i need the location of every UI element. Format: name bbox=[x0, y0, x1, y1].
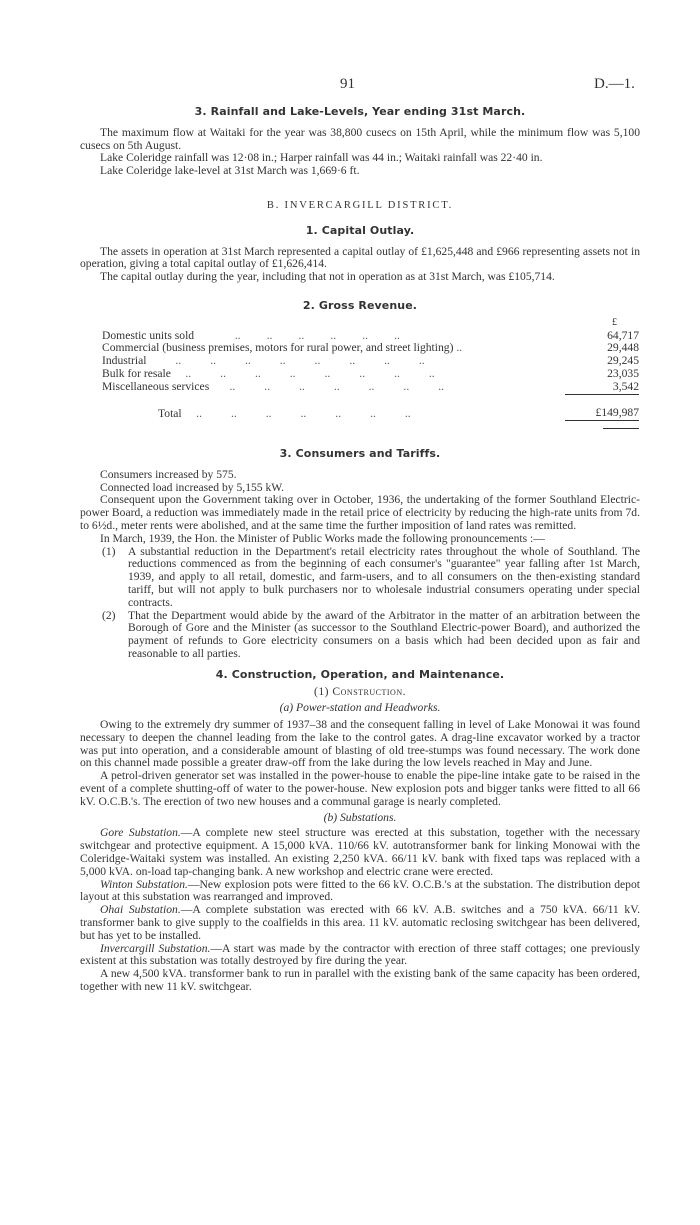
capital-outlay-heading: 1. Capital Outlay. bbox=[305, 223, 415, 237]
table-row: Miscellaneous services .. .. .. .. .. .. .. 3,542 bbox=[102, 379, 639, 393]
table-row: Bulk for resale .. .. .. .. .. .. .. .. 23,035 bbox=[102, 366, 639, 380]
revenue-label: Commercial (business premises, motors for rural power, and street lighting) bbox=[102, 342, 454, 355]
rainfall-heading: 3. Rainfall and Lake-Levels, Year ending 31st March. bbox=[194, 105, 526, 118]
table-row: Industrial .. .. .. .. .. .. .. .. 29,245 bbox=[102, 354, 639, 368]
gore-substation-text: —A complete new steel structure was erected at this substation, together with the necessary switchgear and protective equipment. A 15,000 kVA. 110/66 kV. autotransformer bank for linking Monowai with the Coleridge-Waitaki system was installed. An existing 2,250 kVA. 66/11 kV. bank with fixed taps was replaced with a 5,000 kVA. on-load tap-changing bank. A new workshop and electric crane were erected. bbox=[80, 826, 640, 878]
revenue-value: 64,717 bbox=[607, 328, 639, 342]
lake-level-paragraph: Lake Coleridge lake-level at 31st March was 1,669·6 ft. bbox=[100, 164, 360, 178]
revenue-value: 23,035 bbox=[607, 366, 639, 380]
gross-revenue-heading: 2. Gross Revenue. bbox=[302, 298, 418, 312]
transformer-bank-paragraph: A new 4,500 kVA. transformer bank to run in parallel with the existing bank of the same capacity has been ordered, together with new 11 kV. switchgear. bbox=[80, 967, 640, 994]
government-takeover-paragraph: Consequent upon the Government taking over in October, 1936, the undertaking of the former Southland Electric-power Board, a reduction was immediately made in the retail price of electricity by reducing the high-rate units from 7d. to 6½d., meter rents were abolished, and at the same time the further imposition of land rates was remitted. bbox=[80, 493, 640, 532]
substations-subheading: (b) Substations. bbox=[323, 810, 397, 824]
table-row: Commercial (business premises, motors for rural power, and street lighting) .. 29,448 bbox=[102, 341, 639, 355]
revenue-total-label: Total bbox=[158, 407, 182, 420]
page-number: 91 bbox=[340, 76, 355, 92]
invercargill-substation-text: —A start was made by the contractor with erection of three staff cottages; one previously existent at this substation was totally destroyed by fire during the year. bbox=[80, 941, 640, 968]
table-row: Domestic units sold .. .. .. .. .. .. 64,717 bbox=[102, 328, 639, 342]
winton-substation-paragraph bbox=[80, 879, 640, 905]
minister-pronouncement-paragraph: In March, 1939, the Hon. the Minister of Public Works made the following pronouncements :— bbox=[100, 531, 545, 545]
rainfall-amounts-paragraph: Lake Coleridge rainfall was 12·08 in.; Harper rainfall was 44 in.; Waitaki rainfall was 22·40 in. bbox=[100, 151, 543, 165]
revenue-label: Domestic units sold bbox=[102, 329, 195, 342]
document-code: D.—1. bbox=[594, 76, 635, 92]
list-item-number: (1) bbox=[102, 544, 116, 558]
monowai-channel-paragraph: Owing to the extremely dry summer of 1937–38 and the consequent falling in level of Lake Monowai it was found necessary to deepen the channel leading from the lake to the control gates. A drag-line excavator worked by a tractor was put into operation, and a considerable amount of blasting of old tree-stumps was found necessary. The work done on this channel made possible a greater draw-off from the lake during the low levels reached in May and June. bbox=[80, 718, 640, 770]
list-item bbox=[102, 546, 640, 610]
construction-heading: 4. Construction, Operation, and Maintenance. bbox=[215, 667, 505, 681]
gore-substation-title: Gore Substation. bbox=[100, 826, 181, 840]
revenue-label: Bulk for resale bbox=[102, 367, 171, 380]
invercargill-substation-title: Invercargill Substation. bbox=[100, 941, 211, 955]
revenue-value: 29,448 bbox=[607, 341, 639, 355]
table-row: Total .. .. .. .. .. .. .. £149,987 bbox=[158, 406, 639, 420]
invercargill-substation-paragraph bbox=[80, 943, 640, 969]
rainfall-flow-paragraph: The maximum flow at Waitaki for the year was 38,800 cusecs on 15th April, while the minimum flow was 5,100 cusecs on 5th August. bbox=[80, 125, 640, 152]
list-item-text: A substantial reduction in the Department's retail electricity rates throughout the whole of Southland. The reductions commenced as from the beginning of each consumer's "guarantee" year falling after 1st March, 1939, and apply to all retail, domestic, and farm-users, and to all consumers on the then-existing standard tariff, but will not apply to bulk purchasers nor to wholesale industrial consumers operating under special contracts. bbox=[128, 544, 640, 609]
revenue-label: Miscellaneous services bbox=[102, 380, 210, 393]
revenue-total-value: £149,987 bbox=[565, 407, 639, 420]
winton-substation-text: —New explosion pots were fitted to the 66 kV. O.C.B.'s at the substation. The distribution depot layout at this substation was rearranged and improved. bbox=[80, 877, 640, 904]
capital-year-paragraph: The capital outlay during the year, including that not in operation as at 31st March, was £105,714. bbox=[100, 270, 555, 284]
ohai-substation-title: Ohai Substation. bbox=[100, 903, 181, 917]
connected-load-paragraph: Connected load increased by 5,155 kW. bbox=[100, 480, 285, 494]
generator-paragraph: A petrol-driven generator set was installed in the power-house to enable the pipe-line intake gate to be raised in the event of a complete shutting-off of water to the power-house. New explosion pots and bigger tanks were fitted to all 66 kV. O.C.B.'s. The erection of two new houses and a communal garage is nearly completed. bbox=[80, 769, 640, 808]
consumers-increase-paragraph: Consumers increased by 575. bbox=[100, 467, 237, 481]
list-item-number: (2) bbox=[102, 608, 116, 622]
revenue-value: 3,542 bbox=[565, 381, 639, 394]
revenue-label: Industrial bbox=[102, 355, 147, 368]
ohai-substation-paragraph bbox=[80, 904, 640, 942]
capital-assets-paragraph: The assets in operation at 31st March represented a capital outlay of £1,625,448 and £966 representing assets not in operation, giving a total capital outlay of £1,626,414. bbox=[80, 244, 640, 271]
revenue-table bbox=[102, 317, 639, 434]
currency-symbol: £ bbox=[612, 316, 617, 328]
district-heading: B. INVERCARGILL DISTRICT. bbox=[266, 199, 454, 211]
power-station-subheading: (a) Power-station and Headworks. bbox=[279, 701, 441, 715]
ohai-substation-text: —A complete substation was erected with 66 kV. A.B. switches and a 750 kVA. 66/11 kV. transformer bank to give supply to the coalfields in this area. 11 kV. automatic reclosing switchgear has been delivered, but has yet to be installed. bbox=[80, 903, 640, 942]
construction-subheading: (1) Construction. bbox=[314, 685, 406, 699]
gore-substation-paragraph bbox=[80, 827, 640, 878]
list-item bbox=[102, 610, 640, 661]
list-item-text: That the Department would abide by the award of the Arbitrator in the matter of an arbitration between the Borough of Gore and the Minister (as successor to the Southland Electric-power Board), and authorized the payment of refunds to Gore electricity consumers on a basis which had been decided upon as fair and reasonable to all parties. bbox=[128, 608, 640, 660]
revenue-value: 29,245 bbox=[607, 354, 639, 368]
winton-substation-title: Winton Substation. bbox=[100, 877, 188, 891]
consumers-heading: 3. Consumers and Tariffs. bbox=[279, 446, 441, 460]
page-body bbox=[80, 70, 640, 994]
